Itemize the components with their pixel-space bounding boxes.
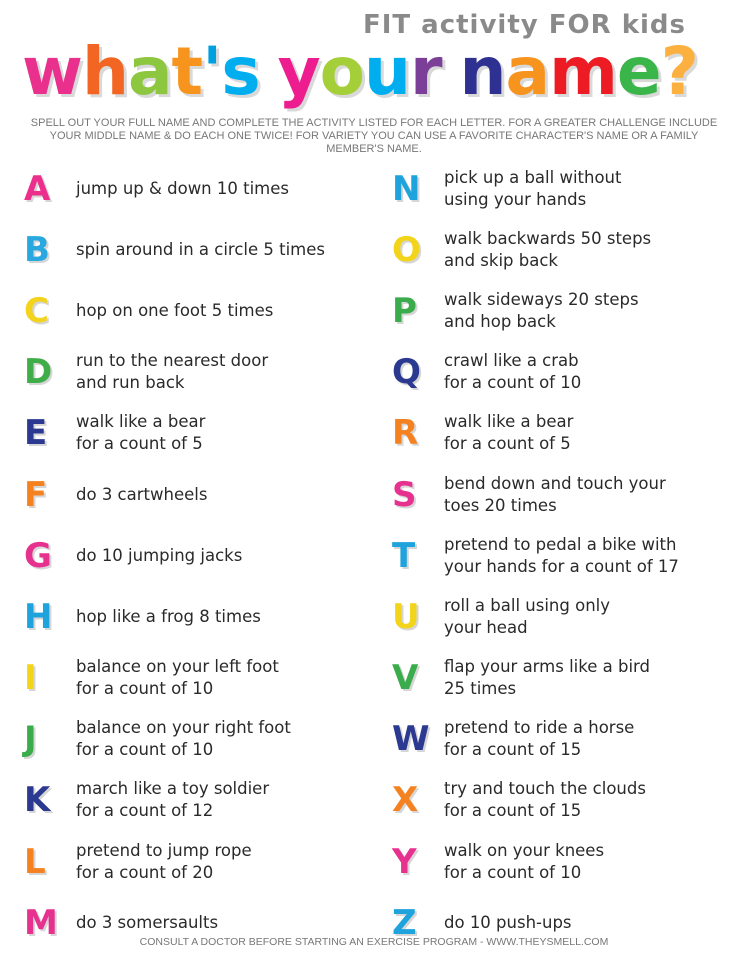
- activity-letter: U: [392, 596, 420, 637]
- activity-row-k: [24, 770, 374, 831]
- activity-task: hop on one foot 5 times: [76, 300, 274, 320]
- activity-task: do 3 cartwheels: [76, 484, 208, 504]
- activity-row-y: [392, 831, 742, 892]
- activity-task: hop like a frog 8 times: [76, 606, 261, 626]
- activity-task: walk on your knees for a count of 10: [444, 840, 605, 882]
- activity-letter: C: [24, 290, 49, 331]
- activity-letter: D: [24, 352, 53, 393]
- footer-disclaimer: CONSULT A DOCTOR BEFORE STARTING AN EXERCISE PROGRAM - WWW.THEYSMELL.COM: [139, 936, 609, 948]
- activity-letter: M: [24, 902, 58, 943]
- kicker-title: FIT activity FOR kids: [362, 10, 686, 40]
- activity-row-n: [392, 158, 742, 219]
- activity-letter: V: [392, 658, 419, 699]
- activity-column-left: [24, 158, 374, 953]
- activity-row-r: [392, 403, 742, 464]
- activity-letter: Q: [392, 352, 421, 393]
- activity-letter: T: [392, 535, 416, 576]
- activity-letter: K: [24, 780, 51, 821]
- title-letter: ': [202, 33, 222, 110]
- activity-row-i: [24, 648, 374, 709]
- activity-task: walk sideways 20 steps and hop back: [444, 289, 639, 331]
- activity-letter: E: [24, 413, 48, 454]
- activity-letter: S: [392, 474, 417, 515]
- activity-row-g: [24, 525, 374, 586]
- activity-row-l: [24, 831, 374, 892]
- activity-row-p: [392, 280, 742, 341]
- title-letter: y: [277, 33, 320, 110]
- activity-task: flap your arms like a bird 25 times: [444, 657, 651, 699]
- activity-row-b: [24, 219, 374, 280]
- title-letter: u: [363, 33, 410, 110]
- activity-task: pick up a ball without using your hands: [444, 167, 622, 209]
- activity-letter: G: [24, 535, 52, 576]
- activity-task: do 10 jumping jacks: [76, 545, 243, 565]
- title-letter: t: [171, 33, 203, 110]
- title-letter: s: [221, 33, 260, 110]
- activity-task: pretend to ride a horse for a count of 15: [444, 718, 635, 760]
- title-letter: ?: [660, 33, 698, 110]
- activity-row-e: [24, 403, 374, 464]
- activity-task: pretend to jump rope for a count of 20: [76, 840, 252, 882]
- activity-row-c: [24, 280, 374, 341]
- activity-letter: B: [24, 229, 50, 270]
- activity-row-d: [24, 342, 374, 403]
- activity-letter: R: [392, 413, 419, 454]
- activity-letter: W: [392, 719, 430, 760]
- activity-task: spin around in a circle 5 times: [76, 239, 326, 259]
- title-letter: r: [409, 33, 442, 110]
- activity-letter: I: [24, 658, 37, 699]
- title-letter: h: [81, 33, 128, 110]
- title-letter: e: [616, 33, 661, 110]
- activity-task: bend down and touch your toes 20 times: [444, 473, 666, 515]
- activity-row-f: [24, 464, 374, 525]
- activity-task: balance on your right foot for a count of 10: [76, 718, 291, 760]
- activity-task: pretend to pedal a bike with your hands for a count of 17: [444, 534, 679, 576]
- activity-letter: L: [24, 841, 46, 882]
- activity-row-x: [392, 770, 742, 831]
- activity-letter: A: [24, 168, 51, 209]
- activity-task: walk like a bear for a count of 5: [76, 412, 206, 454]
- activity-letter: J: [24, 719, 37, 760]
- activity-task: balance on your left foot for a count of 10: [76, 657, 279, 699]
- title-letter: w: [22, 33, 82, 110]
- activity-letter: X: [392, 780, 419, 821]
- activity-row-h: [24, 586, 374, 647]
- activity-row-t: [392, 525, 742, 586]
- main-title: [22, 32, 698, 112]
- title-letter: m: [549, 33, 617, 110]
- activity-task: walk like a bear for a count of 5: [444, 412, 574, 454]
- activity-letter: O: [392, 229, 421, 270]
- title-letter: n: [459, 33, 506, 110]
- activity-task: walk backwards 50 steps and skip back: [444, 228, 652, 270]
- activity-letter: N: [392, 168, 421, 209]
- activity-task: try and touch the clouds for a count of 15: [444, 779, 646, 821]
- activity-task: crawl like a crab for a count of 10: [444, 351, 582, 393]
- activity-letter: Z: [392, 902, 417, 943]
- activity-letter: H: [24, 596, 53, 637]
- activity-letter: Y: [392, 841, 417, 882]
- title-letter: a: [127, 33, 172, 110]
- activity-task: do 10 push-ups: [444, 912, 572, 932]
- activity-row-s: [392, 464, 742, 525]
- activity-row-v: [392, 648, 742, 709]
- activity-row-u: [392, 586, 742, 647]
- activity-row-o: [392, 219, 742, 280]
- activity-column-right: [392, 158, 742, 953]
- title-letter: o: [319, 33, 364, 110]
- activity-row-w: [392, 709, 742, 770]
- activity-task: jump up & down 10 times: [76, 178, 290, 198]
- activity-letter: P: [392, 290, 417, 331]
- activity-row-q: [392, 342, 742, 403]
- activity-letter: F: [24, 474, 48, 515]
- title-letter: a: [505, 33, 550, 110]
- activity-task: march like a toy soldier for a count of 12: [76, 779, 270, 821]
- instructions-text: SPELL OUT YOUR FULL NAME AND COMPLETE THE ACTIVITY LISTED FOR EACH LETTER. FOR A GREATER CHALLENGE INCLUDE YOUR MIDDLE NAME & DO EACH ONE TWICE! FOR VARIETY YOU CAN USE A FAVORITE CHARACTER'S NAME OR A FAMILY MEMBER'S NAME.: [30, 117, 718, 155]
- activity-row-j: [24, 709, 374, 770]
- activity-task: roll a ball using only your head: [444, 595, 610, 637]
- activity-task: run to the nearest door and run back: [76, 351, 269, 393]
- activity-task: do 3 somersaults: [76, 912, 219, 932]
- activity-row-a: [24, 158, 374, 219]
